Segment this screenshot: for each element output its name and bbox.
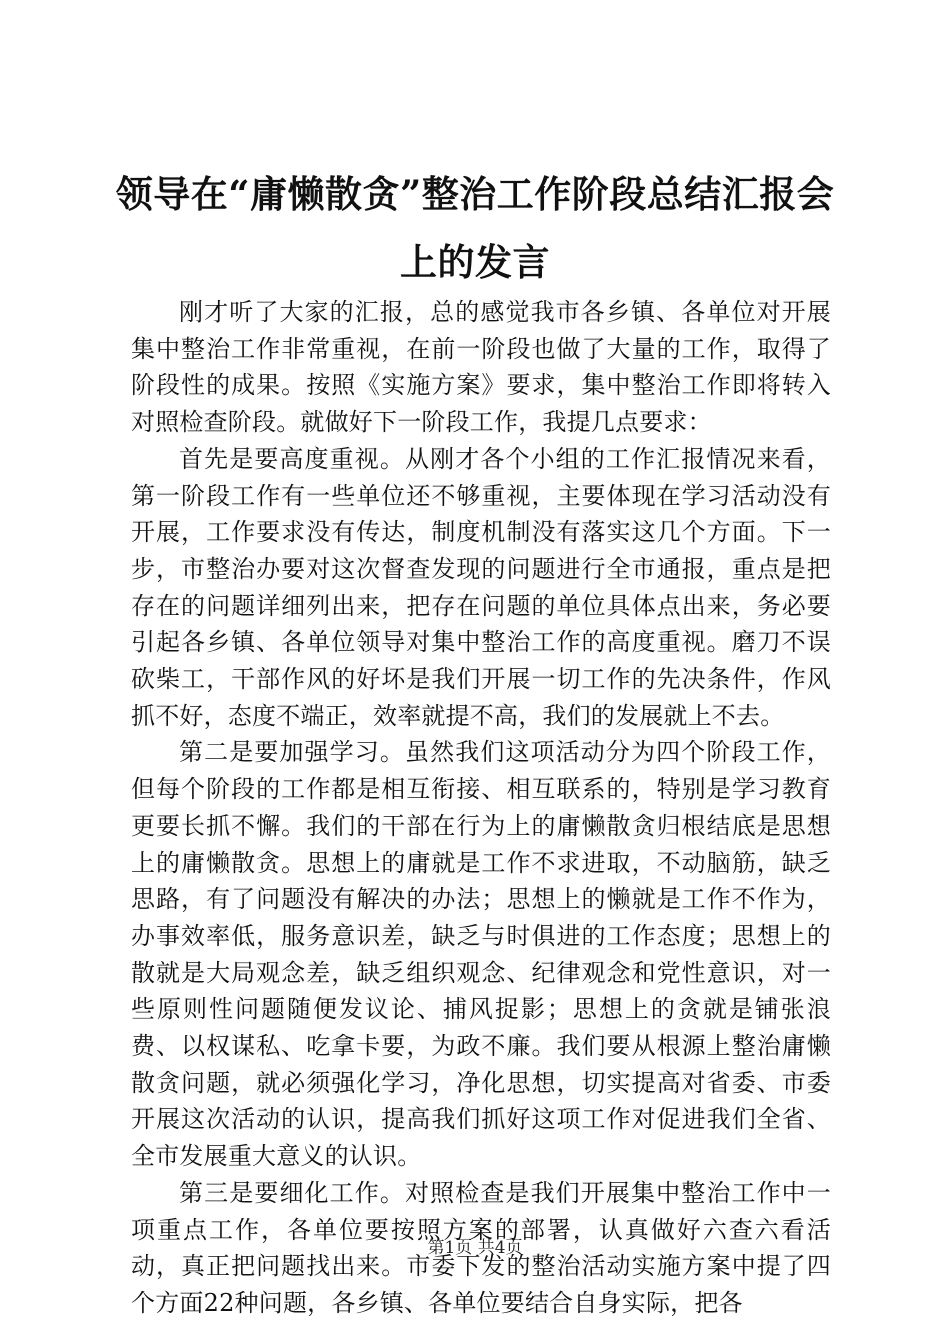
paragraph: 第三是要细化工作。对照检查是我们开展集中整治工作中一项重点工作，各单位要按照方案的部署，认真做好六查六看活动，真正把问题找出来。市委下发的整治活动实施方案中提了四个方面22种问题，各乡镇、各单位要结合自身实际，把各 bbox=[131, 1178, 831, 1317]
document-body bbox=[131, 294, 831, 1322]
paragraph: 首先是要高度重视。从刚才各个小组的工作汇报情况来看，第一阶段工作有一些单位还不够重视，主要体现在学习活动没有开展，工作要求没有传达，制度机制没有落实这几个方面。下一步，市整治办要对这次督查发现的问题进行全市通报，重点是把存在的问题详细列出来，把存在问题的单位具体点出来，务必要引起各乡镇、各单位领导对集中整治工作的高度重视。磨刀不误砍柴工，干部作风的好坏是我们开展一切工作的先决条件，作风抓不好，态度不端正，效率就提不高，我们的发展就上不去。 bbox=[131, 444, 831, 730]
page-footer: 第1页 共4页 bbox=[427, 1238, 523, 1258]
document-title: 领导在“庸懒散贪”整治工作阶段总结汇报会上的发言 bbox=[115, 172, 835, 284]
paragraph: 刚才听了大家的汇报，总的感觉我市各乡镇、各单位对开展集中整治工作非常重视，在前一阶段也做了大量的工作，取得了阶段性的成果。按照《实施方案》要求，集中整治工作即将转入对照检查阶段。就做好下一阶段工作，我提几点要求： bbox=[131, 298, 831, 437]
paragraph: 第二是要加强学习。虽然我们这项活动分为四个阶段工作，但每个阶段的工作都是相互衔接、相互联系的，特别是学习教育更要长抓不懈。我们的干部在行为上的庸懒散贪归根结底是思想上的庸懒散贪。思想上的庸就是工作不求进取，不动脑筋，缺乏思路，有了问题没有解决的办法；思想上的懒就是工作不作为，办事效率低，服务意识差，缺乏与时俱进的工作态度；思想上的散就是大局观念差，缺乏组织观念、纪律观念和党性意识，对一些原则性问题随便发议论、捕风捉影；思想上的贪就是铺张浪费、以权谋私、吃拿卡要，为政不廉。我们要从根源上整治庸懒散贪问题，就必须强化学习，净化思想，切实提高对省委、市委开展这次活动的认识，提高我们抓好这项工作对促进我们全省、全市发展重大意义的认识。 bbox=[131, 738, 831, 1171]
